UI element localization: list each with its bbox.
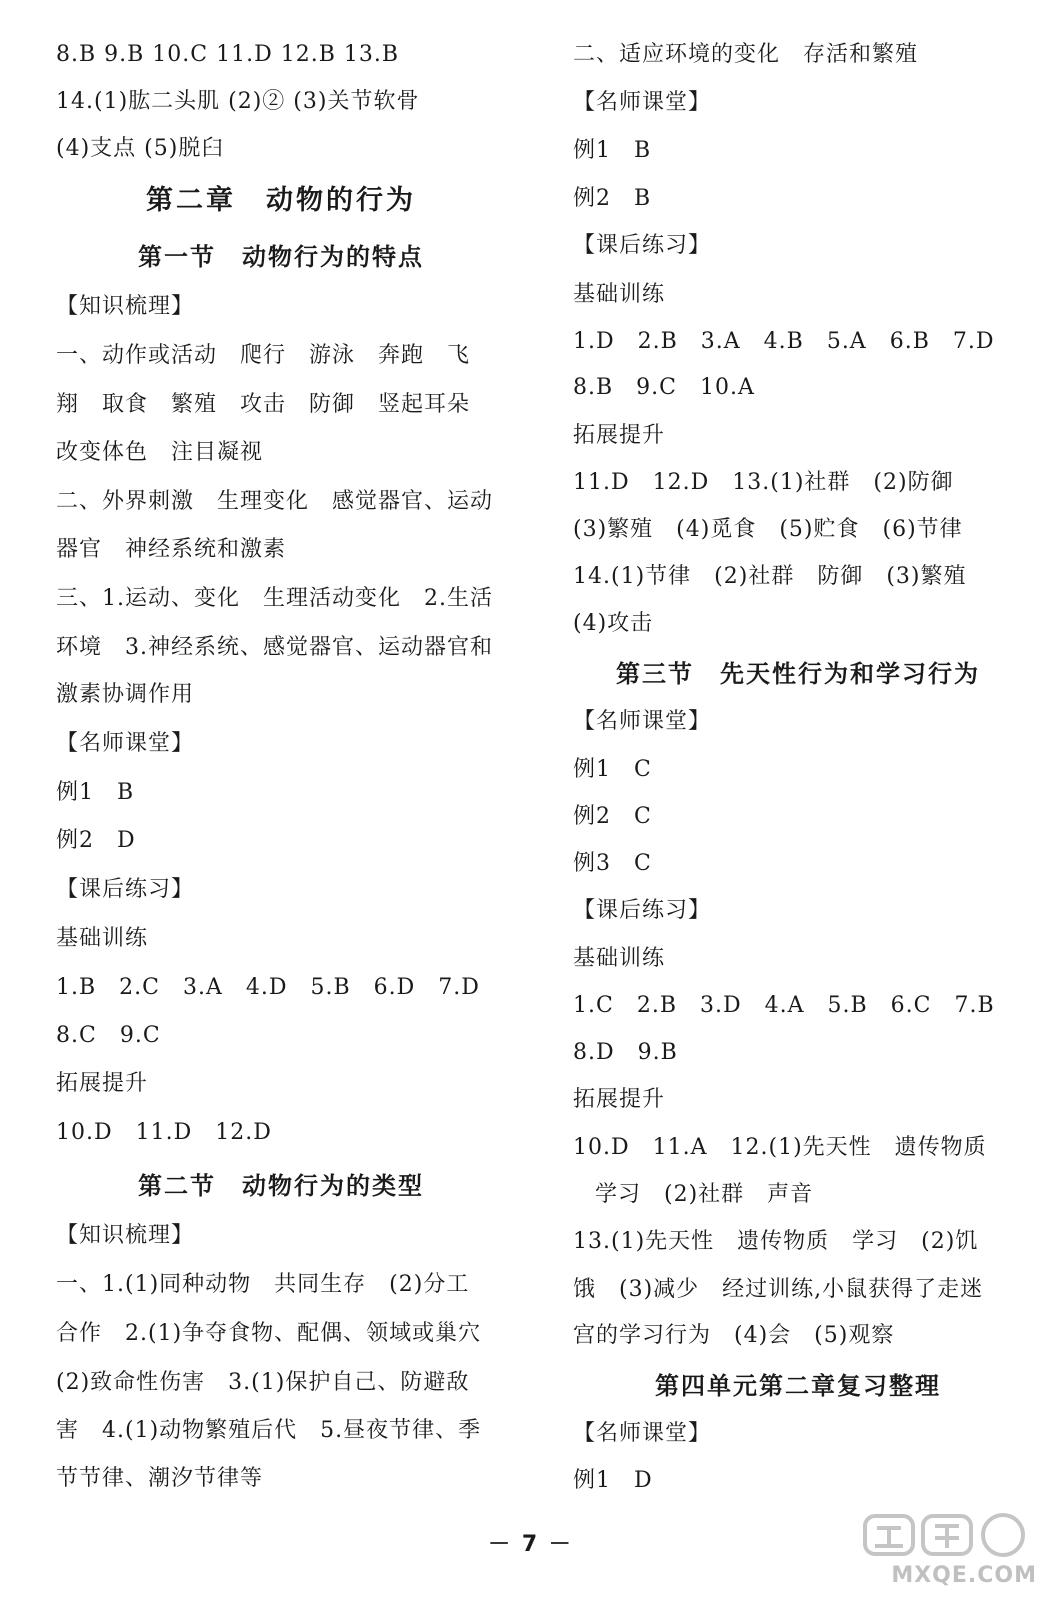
answer-line: 8.B 9.C 10.A [573, 375, 755, 400]
answer-line: 10.D 11.D 12.D [56, 1120, 272, 1145]
subheading: 拓展提升 [573, 1087, 666, 1112]
answer-line: 饿 (3)减少 经过训练,小鼠获得了走迷 [573, 1277, 984, 1302]
answer-line: 节节律、潮汐节律等 [56, 1466, 264, 1491]
answer-line: 11.D 12.D 13.(1)社群 (2)防御 [573, 470, 954, 495]
answer-line: 环境 3.神经系统、感觉器官、运动器官和 [56, 635, 493, 660]
answer-line: (4)攻击 [573, 611, 654, 636]
answer-line: 例2 B [573, 186, 652, 211]
subheading: 【课后练习】 [573, 898, 712, 923]
answer-line: 二、外界刺激 生理变化 感觉器官、运动 [56, 489, 494, 514]
answer-line: 14.(1)节律 (2)社群 防御 (3)繁殖 [573, 564, 967, 589]
answer-line: 13.(1)先天性 遗传物质 学习 (2)饥 [573, 1229, 979, 1254]
answer-line: (4)支点 (5)脱臼 [56, 136, 225, 161]
subheading: 基础训练 [56, 926, 149, 951]
answer-line: 8.D 9.B [573, 1040, 678, 1065]
answer-line: 宫的学习行为 (4)会 (5)观察 [573, 1323, 895, 1348]
answer-line: 学习 (2)社群 声音 [595, 1182, 814, 1207]
subheading: 拓展提升 [573, 423, 666, 448]
subheading: 【知识梳理】 [56, 294, 195, 319]
answer-line: 激素协调作用 [56, 682, 195, 707]
answer-line: 例2 D [56, 828, 136, 853]
section-title: 第二节 动物行为的类型 [138, 1172, 424, 1200]
section-title: 第一节 动物行为的特点 [138, 243, 424, 271]
answer-line: 改变体色 注目凝视 [56, 440, 264, 465]
answer-line: 14.(1)肱二头肌 (2)② (3)关节软骨 [56, 89, 420, 114]
answer-line: 一、动作或活动 爬行 游泳 奔跑 飞 [56, 343, 471, 368]
answer-line: 例1 B [573, 138, 652, 163]
answer-line: 合作 2.(1)争夺食物、配偶、领域或巢穴 [56, 1321, 482, 1346]
answer-line: 器官 神经系统和激素 [56, 537, 287, 562]
answer-line: 1.B 2.C 3.A 4.D 5.B 6.D 7.D [56, 975, 480, 1000]
watermark-logo-icon [863, 1512, 1033, 1558]
answer-line: 翔 取食 繁殖 攻击 防御 竖起耳朵 [56, 392, 471, 417]
chapter-title: 第二章 动物的行为 [146, 185, 416, 216]
answer-line: 8.B 9.B 10.C 11.D 12.B 13.B [56, 42, 400, 67]
subheading: 基础训练 [573, 282, 666, 307]
review-title: 第四单元第二章复习整理 [655, 1372, 941, 1400]
subheading: 【名师课堂】 [56, 731, 195, 756]
answer-line: 1.D 2.B 3.A 4.B 5.A 6.B 7.D [573, 329, 995, 354]
answer-line: 例1 C [573, 757, 652, 782]
answer-line: 二、适应环境的变化 存活和繁殖 [573, 42, 919, 67]
subheading: 拓展提升 [56, 1071, 149, 1096]
answer-line: 1.C 2.B 3.D 4.A 5.B 6.C 7.B [573, 993, 995, 1018]
subheading: 【名师课堂】 [573, 90, 712, 115]
subheading: 【课后练习】 [56, 877, 195, 902]
answer-line: 8.C 9.C [56, 1023, 161, 1048]
answer-line: 害 4.(1)动物繁殖后代 5.昼夜节律、季 [56, 1418, 482, 1443]
section-title: 第三节 先天性行为和学习行为 [616, 660, 980, 688]
subheading: 【名师课堂】 [573, 709, 712, 734]
answer-line: (2)致命性伤害 3.(1)保护自己、防避敌 [56, 1370, 470, 1395]
subheading: 【知识梳理】 [56, 1223, 195, 1248]
answer-line: (3)繁殖 (4)觅食 (5)贮食 (6)节律 [573, 517, 963, 542]
subheading: 基础训练 [573, 946, 666, 971]
answer-line: 例2 C [573, 804, 652, 829]
answer-line: 三、1.运动、变化 生理活动变化 2.生活 [56, 586, 493, 611]
watermark [853, 1512, 1043, 1590]
answer-line: 例3 C [573, 851, 652, 876]
watermark-site: MXQE.COM [891, 1563, 1037, 1588]
answer-line: 10.D 11.A 12.(1)先天性 遗传物质 [573, 1135, 987, 1160]
answer-line: 一、1.(1)同种动物 共同生存 (2)分工 [56, 1272, 470, 1297]
answer-line: 例1 B [56, 780, 135, 805]
subheading: 【课后练习】 [573, 233, 712, 258]
page-number: － 7 － [488, 1532, 573, 1557]
answer-line: 例1 D [573, 1468, 653, 1493]
subheading: 【名师课堂】 [573, 1421, 712, 1446]
